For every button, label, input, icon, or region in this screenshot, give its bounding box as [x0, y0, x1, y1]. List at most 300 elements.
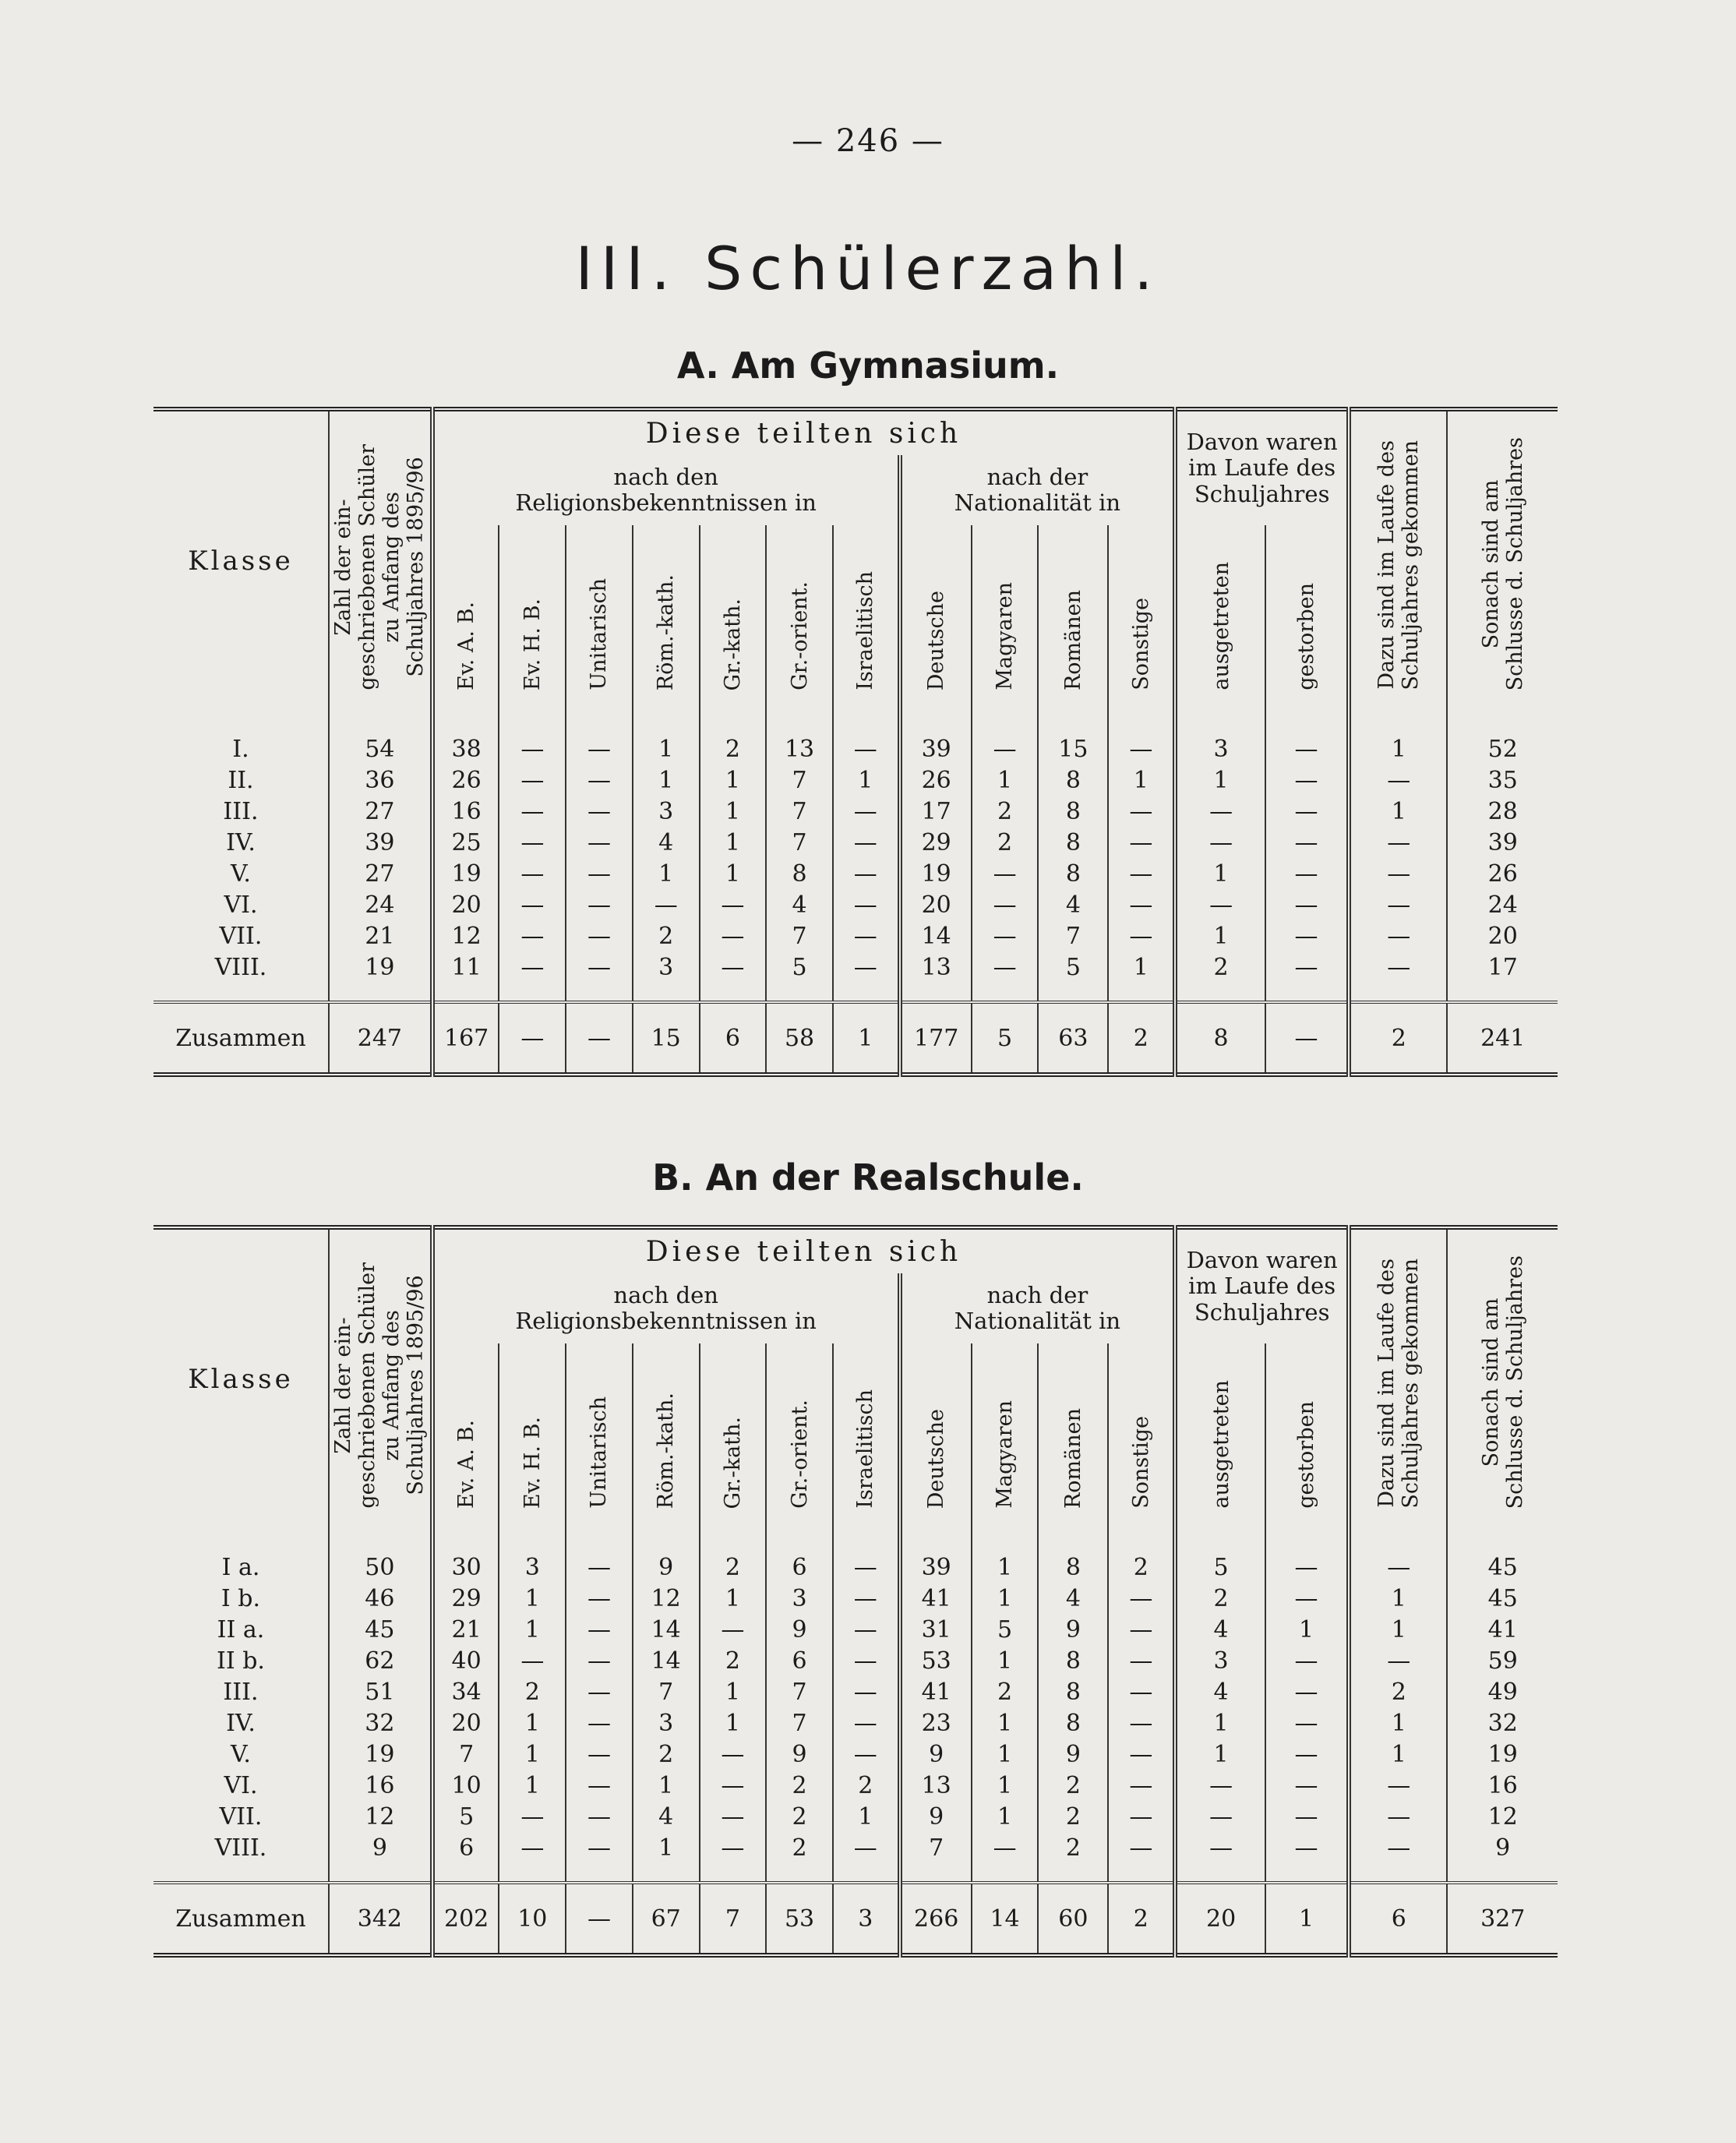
cell-klasse: IV. — [226, 829, 256, 856]
cell-eva: 20 — [432, 890, 499, 921]
cell-mag: 1 — [972, 1529, 1039, 1583]
header-eva — [432, 1343, 499, 1529]
cell-isr: 1 — [833, 765, 900, 796]
cell-unit: — — [566, 1615, 633, 1646]
cell-deu: 7 — [900, 1833, 972, 1883]
cell-grk: — — [700, 1739, 767, 1771]
cell-sonach: 49 — [1447, 1677, 1558, 1708]
header-gro — [766, 525, 833, 711]
cell-sonach: 26 — [1447, 859, 1558, 890]
cell-son: — — [1108, 921, 1175, 952]
total-zahl: 342 — [329, 1883, 432, 1955]
cell-sonach: 39 — [1447, 828, 1558, 859]
header-son — [1108, 1343, 1175, 1529]
cell-unit: — — [566, 1529, 633, 1583]
cell-rom: 8 — [1038, 1529, 1108, 1583]
cell-sonach: 45 — [1447, 1529, 1558, 1583]
header-isr-text: Israelitisch — [853, 1389, 878, 1509]
cell-eva: 26 — [432, 765, 499, 796]
cell-klasse: II. — [228, 767, 254, 794]
header-dazu-text: Dazu sind im Laufe des Schuljahres gekommen — [1374, 440, 1424, 690]
cell-ges: 1 — [1265, 1615, 1349, 1646]
cell-klasse: I. — [232, 736, 249, 763]
cell-romk: 3 — [633, 1708, 700, 1739]
header-aus — [1175, 1343, 1265, 1529]
total-deu: 266 — [900, 1883, 972, 1955]
total-row — [153, 1002, 1558, 1075]
cell-unit: — — [566, 921, 633, 952]
header-evh — [499, 525, 566, 711]
header-mag-text: Magyaren — [993, 1400, 1018, 1509]
header-unit-text: Unitarisch — [587, 578, 612, 690]
table-row — [153, 1771, 1558, 1802]
cell-evh: — — [499, 859, 566, 890]
cell-aus: — — [1175, 828, 1265, 859]
cell-zahl: 9 — [329, 1833, 432, 1883]
cell-son: — — [1108, 796, 1175, 828]
total-ges: — — [1265, 1002, 1349, 1075]
cell-isr: — — [833, 890, 900, 921]
cell-unit: — — [566, 1833, 633, 1883]
cell-isr: 1 — [833, 1802, 900, 1833]
cell-zahl: 62 — [329, 1646, 432, 1677]
cell-sonach: 19 — [1447, 1739, 1558, 1771]
cell-mag: — — [972, 1833, 1039, 1883]
cell-grk: 1 — [700, 1708, 767, 1739]
cell-isr: — — [833, 859, 900, 890]
table-gymnasium — [153, 407, 1558, 1077]
cell-eva: 5 — [432, 1802, 499, 1833]
cell-aus: 1 — [1175, 921, 1265, 952]
cell-deu: 39 — [900, 711, 972, 765]
cell-aus: 2 — [1175, 1583, 1265, 1615]
cell-gro: 2 — [766, 1771, 833, 1802]
cell-klasse: VII. — [219, 923, 263, 950]
cell-evh: — — [499, 796, 566, 828]
cell-sonach: 52 — [1447, 711, 1558, 765]
cell-gro: 5 — [766, 952, 833, 1002]
cell-unit: — — [566, 1771, 633, 1802]
table-row — [153, 1739, 1558, 1771]
header-aus — [1175, 525, 1265, 711]
cell-unit: — — [566, 828, 633, 859]
cell-deu: 39 — [900, 1529, 972, 1583]
cell-aus: 4 — [1175, 1677, 1265, 1708]
header-aus-text: ausgetreten — [1208, 1380, 1233, 1509]
cell-eva: 25 — [432, 828, 499, 859]
header-ges — [1265, 525, 1349, 711]
cell-zahl: 45 — [329, 1615, 432, 1646]
header-evh — [499, 1343, 566, 1529]
cell-dazu: 1 — [1349, 711, 1447, 765]
cell-romk: 3 — [633, 952, 700, 1002]
total-aus: 8 — [1175, 1002, 1265, 1075]
cell-gro: 9 — [766, 1739, 833, 1771]
page-title: III. Schülerzahl. — [575, 234, 1161, 303]
header-mag — [972, 1343, 1039, 1529]
total-evh: — — [499, 1002, 566, 1075]
header-sonach — [1447, 1227, 1558, 1529]
cell-grk: — — [700, 1615, 767, 1646]
cell-evh: 1 — [499, 1739, 566, 1771]
cell-isr: — — [833, 711, 900, 765]
cell-romk: 3 — [633, 796, 700, 828]
cell-unit: — — [566, 1708, 633, 1739]
cell-sonach: 20 — [1447, 921, 1558, 952]
cell-aus: 1 — [1175, 1739, 1265, 1771]
cell-aus: — — [1175, 1771, 1265, 1802]
header-rom — [1038, 1343, 1108, 1529]
cell-son: — — [1108, 1802, 1175, 1833]
total-row — [153, 1883, 1558, 1955]
cell-dazu: 2 — [1349, 1677, 1447, 1708]
header-dazu-text: Dazu sind im Laufe des Schuljahres gekommen — [1374, 1259, 1424, 1509]
cell-dazu: — — [1349, 1802, 1447, 1833]
header-gro-text: Gr.-orient. — [787, 581, 812, 690]
total-dazu: 6 — [1349, 1883, 1447, 1955]
total-eva: 202 — [432, 1883, 499, 1955]
header-mag — [972, 525, 1039, 711]
cell-son: — — [1108, 711, 1175, 765]
cell-son: — — [1108, 1615, 1175, 1646]
cell-ges: — — [1265, 1583, 1349, 1615]
cell-son: — — [1108, 1771, 1175, 1802]
cell-mag: 2 — [972, 1677, 1039, 1708]
total-eva: 167 — [432, 1002, 499, 1075]
cell-gro: 3 — [766, 1583, 833, 1615]
cell-ges: — — [1265, 859, 1349, 890]
cell-rom: 7 — [1038, 921, 1108, 952]
cell-aus: — — [1175, 890, 1265, 921]
cell-rom: 2 — [1038, 1833, 1108, 1883]
cell-son: — — [1108, 1833, 1175, 1883]
cell-rom: 8 — [1038, 796, 1108, 828]
cell-unit: — — [566, 711, 633, 765]
cell-son: — — [1108, 1677, 1175, 1708]
cell-romk: 2 — [633, 921, 700, 952]
total-son: 2 — [1108, 1002, 1175, 1075]
total-mag: 5 — [972, 1002, 1039, 1075]
cell-mag: 1 — [972, 765, 1039, 796]
cell-evh: — — [499, 1802, 566, 1833]
header-davon: Davon waren im Laufe des Schuljahres — [1175, 1227, 1349, 1343]
cell-grk: — — [700, 1802, 767, 1833]
cell-klasse: I a. — [221, 1554, 260, 1581]
cell-dazu: — — [1349, 765, 1447, 796]
cell-romk: 14 — [633, 1646, 700, 1677]
cell-mag: — — [972, 859, 1039, 890]
table-row — [153, 765, 1558, 796]
cell-deu: 9 — [900, 1802, 972, 1833]
cell-eva: 29 — [432, 1583, 499, 1615]
cell-sonach: 28 — [1447, 796, 1558, 828]
cell-gro: 8 — [766, 859, 833, 890]
header-gro — [766, 1343, 833, 1529]
cell-rom: 8 — [1038, 828, 1108, 859]
cell-evh: — — [499, 1833, 566, 1883]
header-zahl-text: Zahl der ein- geschriebenen Schüler zu Anfang des Schuljahres 1895/96 — [331, 1262, 429, 1509]
cell-son: — — [1108, 1583, 1175, 1615]
total-aus: 20 — [1175, 1883, 1265, 1955]
header-nation: nach der Nationalität in — [900, 1273, 1176, 1343]
cell-ges: — — [1265, 1708, 1349, 1739]
header-grk — [700, 525, 767, 711]
cell-sonach: 16 — [1447, 1771, 1558, 1802]
cell-klasse: I b. — [221, 1585, 261, 1612]
total-mag: 14 — [972, 1883, 1039, 1955]
cell-deu: 23 — [900, 1708, 972, 1739]
header-klasse: Klasse — [188, 545, 294, 577]
header-aus-text: ausgetreten — [1208, 562, 1233, 690]
cell-rom: 9 — [1038, 1739, 1108, 1771]
cell-mag: — — [972, 952, 1039, 1002]
total-evh: 10 — [499, 1883, 566, 1955]
cell-dazu: — — [1349, 859, 1447, 890]
cell-rom: 8 — [1038, 1708, 1108, 1739]
table-row — [153, 1802, 1558, 1833]
cell-romk: 1 — [633, 765, 700, 796]
header-isr — [833, 1343, 900, 1529]
cell-zahl: 46 — [329, 1583, 432, 1615]
cell-dazu: — — [1349, 890, 1447, 921]
cell-eva: 38 — [432, 711, 499, 765]
cell-unit: — — [566, 890, 633, 921]
cell-isr: — — [833, 1708, 900, 1739]
cell-ges: — — [1265, 828, 1349, 859]
header-sonach-text: Sonach sind am Schlusse d. Schuljahres — [1478, 1255, 1527, 1509]
header-romk — [633, 1343, 700, 1529]
cell-evh: 1 — [499, 1708, 566, 1739]
header-zahl-text: Zahl der ein- geschriebenen Schüler zu Anfang des Schuljahres 1895/96 — [331, 444, 429, 690]
cell-gro: 7 — [766, 921, 833, 952]
cell-gro: 7 — [766, 1708, 833, 1739]
cell-unit: — — [566, 765, 633, 796]
header-eva-text: Ev. A. B. — [454, 1419, 479, 1509]
cell-mag: 5 — [972, 1615, 1039, 1646]
cell-ges: — — [1265, 952, 1349, 1002]
header-deu — [900, 525, 972, 711]
cell-dazu: 1 — [1349, 1708, 1447, 1739]
total-sonach: 327 — [1447, 1883, 1558, 1955]
header-deu-text: Deutsche — [924, 590, 949, 690]
cell-gro: 7 — [766, 796, 833, 828]
cell-romk: 7 — [633, 1677, 700, 1708]
cell-zahl: 39 — [329, 828, 432, 859]
cell-gro: 7 — [766, 1677, 833, 1708]
header-romk-text: Röm.-kath. — [654, 1392, 679, 1509]
cell-rom: 2 — [1038, 1802, 1108, 1833]
cell-aus: 5 — [1175, 1529, 1265, 1583]
cell-isr: — — [833, 1833, 900, 1883]
cell-sonach: 59 — [1447, 1646, 1558, 1677]
cell-eva: 19 — [432, 859, 499, 890]
cell-zahl: 27 — [329, 796, 432, 828]
cell-rom: 4 — [1038, 1583, 1108, 1615]
cell-son: 1 — [1108, 952, 1175, 1002]
cell-eva: 7 — [432, 1739, 499, 1771]
cell-unit: — — [566, 952, 633, 1002]
cell-unit: — — [566, 1646, 633, 1677]
cell-rom: 8 — [1038, 1646, 1108, 1677]
cell-ges: — — [1265, 711, 1349, 765]
cell-rom: 4 — [1038, 890, 1108, 921]
cell-zahl: 19 — [329, 952, 432, 1002]
cell-zahl: 24 — [329, 890, 432, 921]
cell-aus: 1 — [1175, 1708, 1265, 1739]
section-b-title: B. An der Realschule. — [652, 1156, 1084, 1199]
cell-grk: 2 — [700, 711, 767, 765]
cell-gro: 9 — [766, 1615, 833, 1646]
cell-isr: 2 — [833, 1771, 900, 1802]
cell-ges: — — [1265, 1739, 1349, 1771]
cell-klasse: V. — [230, 1741, 251, 1768]
cell-aus: 1 — [1175, 765, 1265, 796]
cell-evh: 1 — [499, 1771, 566, 1802]
cell-romk: 2 — [633, 1739, 700, 1771]
header-nation: nach der Nationalität in — [900, 455, 1176, 525]
cell-evh: 1 — [499, 1615, 566, 1646]
cell-romk: 9 — [633, 1529, 700, 1583]
cell-grk: 1 — [700, 859, 767, 890]
total-isr: 1 — [833, 1002, 900, 1075]
total-ges: 1 — [1265, 1883, 1349, 1955]
total-son: 2 — [1108, 1883, 1175, 1955]
cell-deu: 41 — [900, 1677, 972, 1708]
cell-romk: 14 — [633, 1615, 700, 1646]
cell-grk: — — [700, 921, 767, 952]
cell-sonach: 17 — [1447, 952, 1558, 1002]
cell-aus: — — [1175, 1802, 1265, 1833]
cell-grk: 1 — [700, 765, 767, 796]
cell-unit: — — [566, 1583, 633, 1615]
cell-evh: — — [499, 711, 566, 765]
cell-isr: — — [833, 1615, 900, 1646]
cell-aus: 2 — [1175, 952, 1265, 1002]
cell-klasse: V. — [230, 860, 251, 888]
cell-unit: — — [566, 1739, 633, 1771]
cell-romk: 1 — [633, 711, 700, 765]
cell-dazu: — — [1349, 952, 1447, 1002]
header-deu-text: Deutsche — [924, 1408, 949, 1509]
cell-zahl: 32 — [329, 1708, 432, 1739]
header-group: Diese teilten sich — [432, 1227, 1175, 1273]
cell-zahl: 50 — [329, 1529, 432, 1583]
cell-son: — — [1108, 1646, 1175, 1677]
cell-grk: 1 — [700, 1583, 767, 1615]
cell-klasse: IV. — [226, 1710, 256, 1737]
cell-gro: 4 — [766, 890, 833, 921]
table-row — [153, 828, 1558, 859]
cell-sonach: 9 — [1447, 1833, 1558, 1883]
cell-evh: — — [499, 921, 566, 952]
cell-gro: 6 — [766, 1529, 833, 1583]
cell-rom: 8 — [1038, 859, 1108, 890]
cell-klasse: II b. — [216, 1647, 265, 1675]
header-grk-text: Gr.-kath. — [720, 598, 745, 690]
cell-ges: — — [1265, 890, 1349, 921]
cell-eva: 34 — [432, 1677, 499, 1708]
cell-dazu: 1 — [1349, 796, 1447, 828]
cell-klasse: III. — [223, 798, 259, 825]
cell-isr: — — [833, 921, 900, 952]
cell-mag: 1 — [972, 1802, 1039, 1833]
cell-rom: 8 — [1038, 1677, 1108, 1708]
header-unit — [566, 525, 633, 711]
cell-sonach: 35 — [1447, 765, 1558, 796]
total-klasse: Zusammen — [153, 1883, 329, 1955]
cell-deu: 29 — [900, 828, 972, 859]
cell-mag: — — [972, 890, 1039, 921]
header-son-text: Sonstige — [1128, 1416, 1153, 1509]
header-zahl — [329, 1227, 432, 1529]
table-row — [153, 1833, 1558, 1883]
header-isr-text: Israelitisch — [853, 571, 878, 690]
section-a-title: A. Am Gymnasium. — [676, 344, 1060, 387]
cell-isr: — — [833, 1646, 900, 1677]
header-mag-text: Magyaren — [993, 582, 1018, 690]
cell-evh: 1 — [499, 1583, 566, 1615]
cell-dazu: 1 — [1349, 1739, 1447, 1771]
cell-aus: 3 — [1175, 711, 1265, 765]
cell-grk: — — [700, 952, 767, 1002]
cell-mag: 2 — [972, 828, 1039, 859]
cell-sonach: 24 — [1447, 890, 1558, 921]
cell-aus: — — [1175, 796, 1265, 828]
cell-romk: 1 — [633, 1771, 700, 1802]
cell-son: — — [1108, 890, 1175, 921]
total-grk: 6 — [700, 1002, 767, 1075]
total-grk: 7 — [700, 1883, 767, 1955]
cell-dazu: — — [1349, 828, 1447, 859]
header-romk-text: Röm.-kath. — [654, 574, 679, 690]
cell-sonach: 41 — [1447, 1615, 1558, 1646]
cell-deu: 14 — [900, 921, 972, 952]
cell-dazu: — — [1349, 1529, 1447, 1583]
cell-eva: 11 — [432, 952, 499, 1002]
cell-evh: — — [499, 952, 566, 1002]
cell-son: — — [1108, 1708, 1175, 1739]
cell-deu: 31 — [900, 1615, 972, 1646]
header-group: Diese teilten sich — [432, 409, 1175, 455]
cell-grk: 2 — [700, 1529, 767, 1583]
total-deu: 177 — [900, 1002, 972, 1075]
cell-zahl: 27 — [329, 859, 432, 890]
header-romk — [633, 525, 700, 711]
cell-gro: 7 — [766, 765, 833, 796]
cell-mag: 2 — [972, 796, 1039, 828]
cell-aus: 1 — [1175, 859, 1265, 890]
header-religion: nach den Religionsbekenntnissen in — [432, 1273, 900, 1343]
total-dazu: 2 — [1349, 1002, 1447, 1075]
total-romk: 15 — [633, 1002, 700, 1075]
total-gro: 53 — [766, 1883, 833, 1955]
header-ges-text: gestorben — [1293, 1401, 1318, 1509]
cell-dazu: — — [1349, 921, 1447, 952]
header-dazu — [1349, 409, 1447, 711]
header-evh-text: Ev. H. B. — [520, 598, 545, 690]
cell-klasse: III. — [223, 1679, 259, 1706]
total-klasse: Zusammen — [153, 1002, 329, 1075]
header-davon: Davon waren im Laufe des Schuljahres — [1175, 409, 1349, 525]
cell-son: 1 — [1108, 765, 1175, 796]
cell-unit: — — [566, 1802, 633, 1833]
cell-grk: 1 — [700, 828, 767, 859]
header-son — [1108, 525, 1175, 711]
cell-son: — — [1108, 859, 1175, 890]
cell-ges: — — [1265, 1677, 1349, 1708]
cell-zahl: 21 — [329, 921, 432, 952]
page-number: — 246 — — [792, 123, 944, 159]
